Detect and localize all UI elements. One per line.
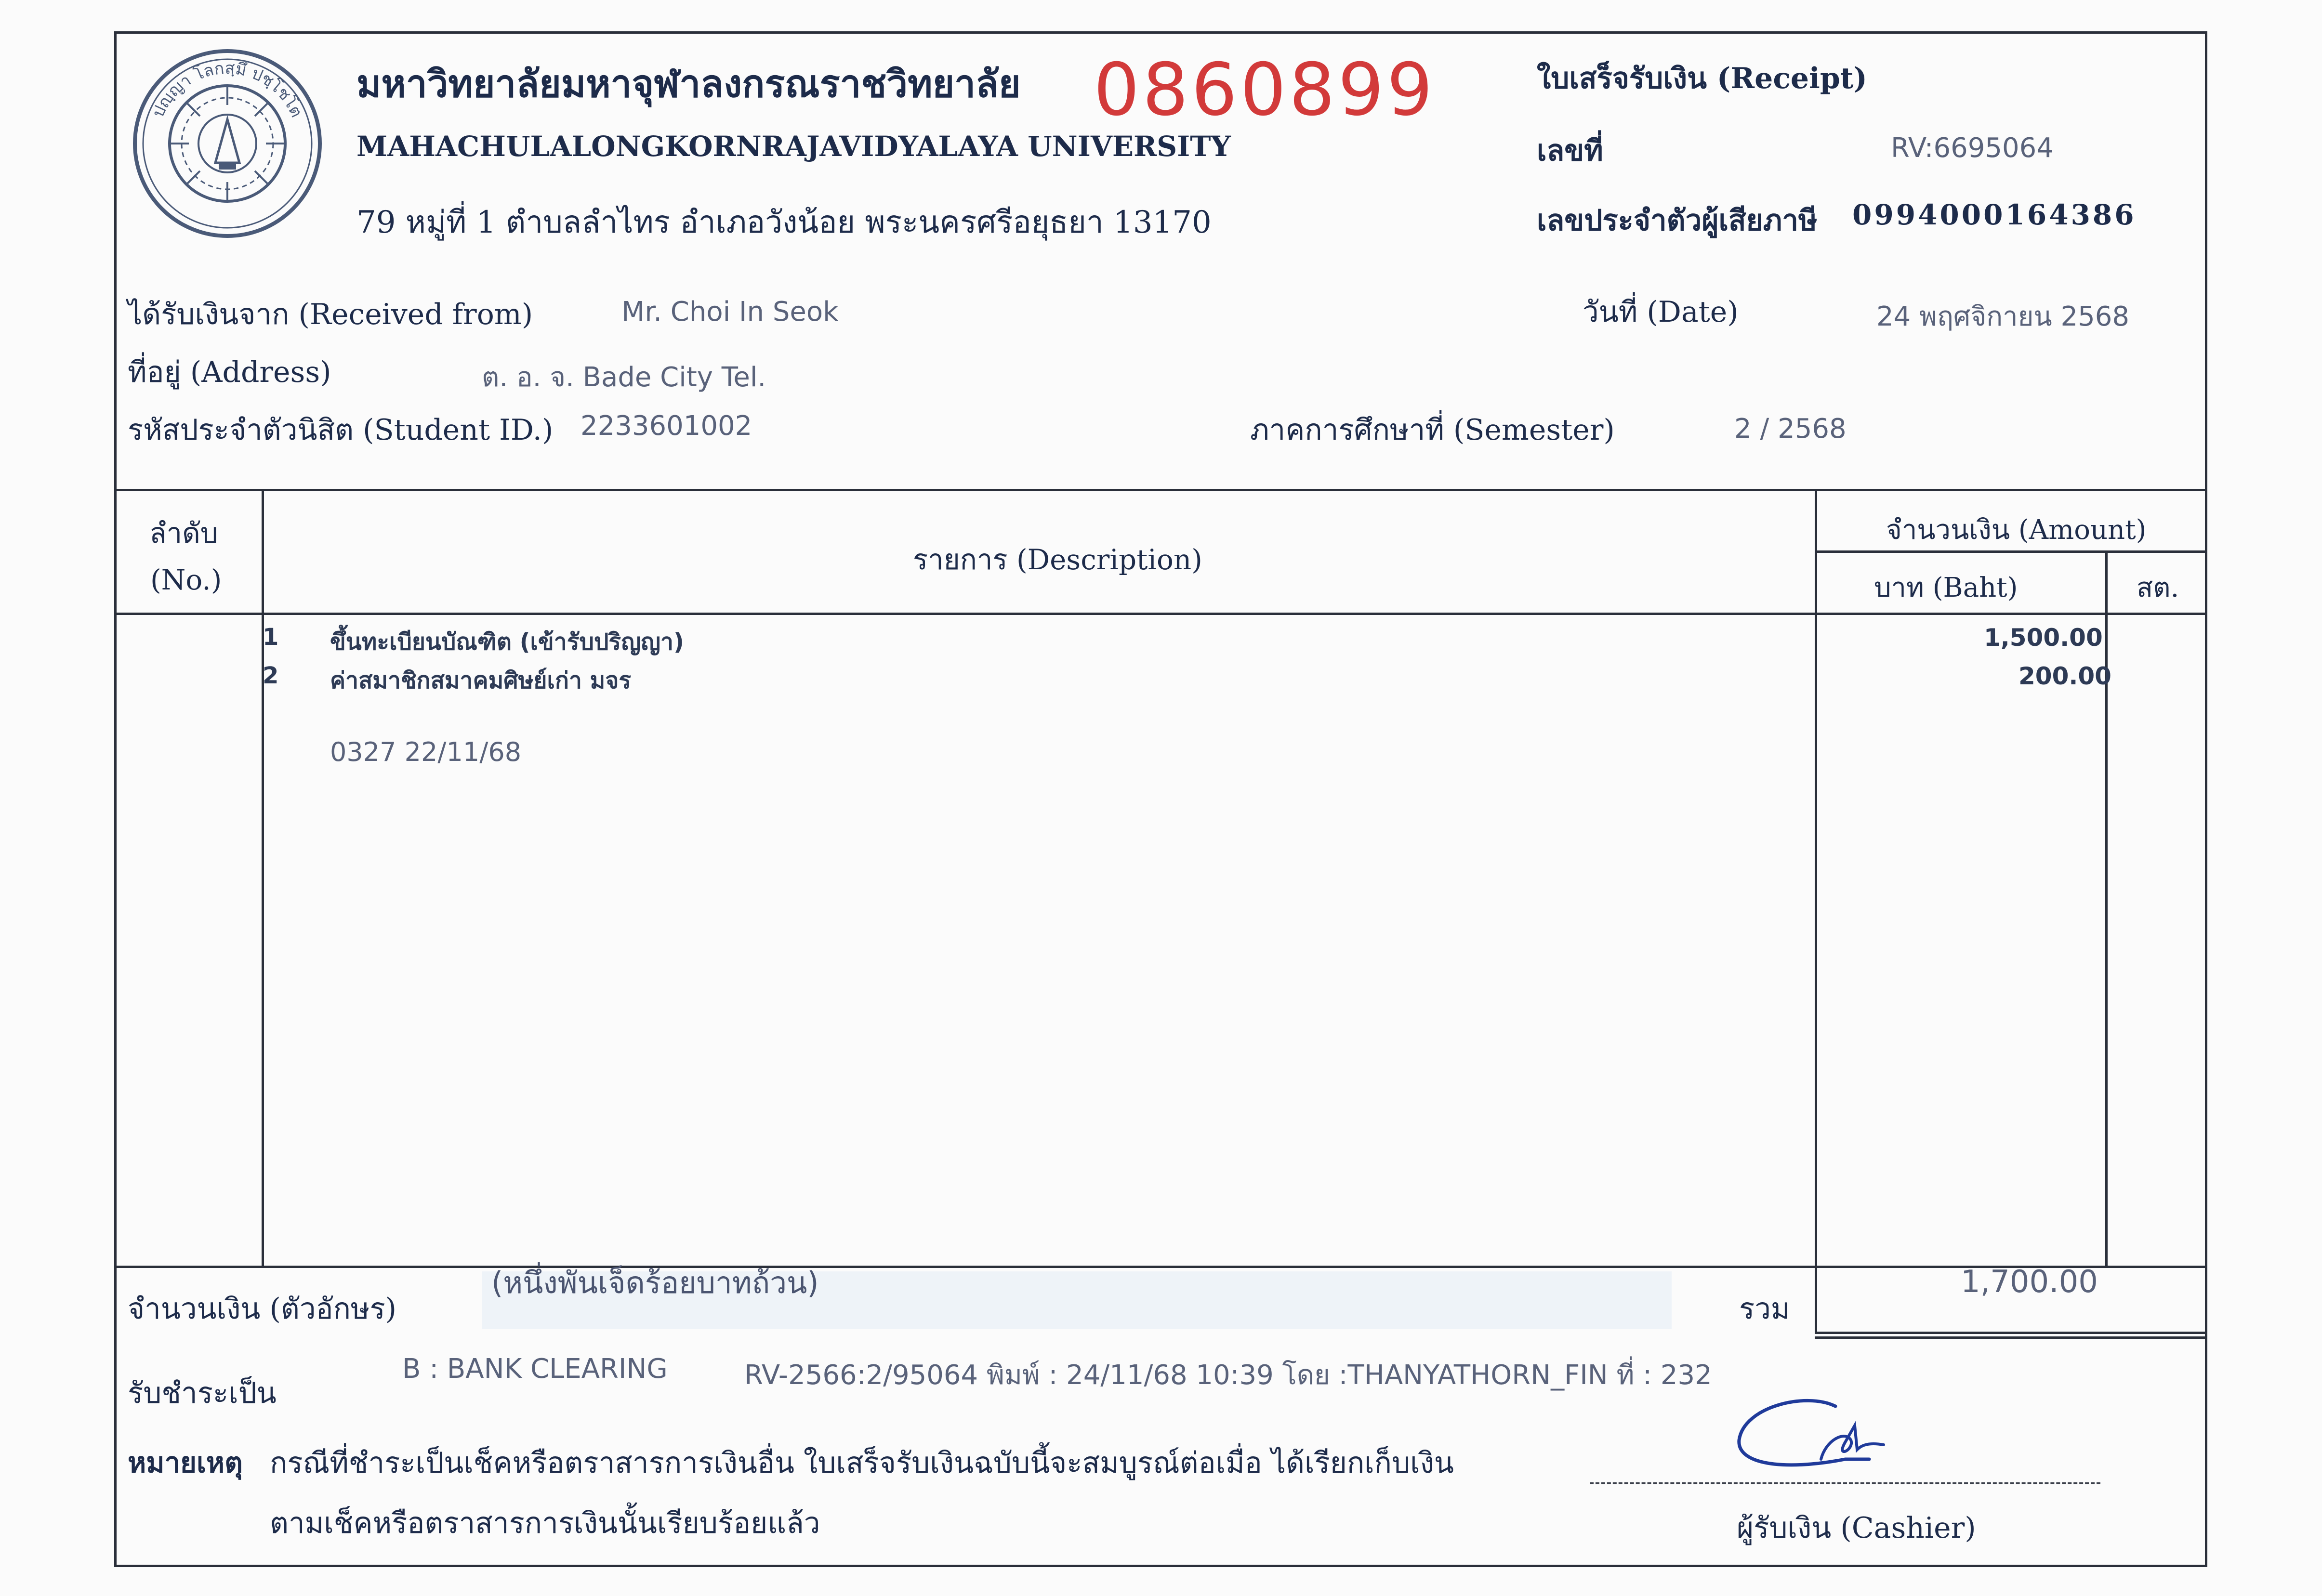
print-info: RV-2566:2/95064 พิมพ์ : 24/11/68 10:39 โดย :THANYATHORN_FIN ที่ : 232 [744, 1360, 1712, 1391]
student-id-label: รหัสประจำตัวนิสิต (Student ID.) [128, 413, 554, 447]
remark-line-2: ตามเช็คหรือตราสารการเงินนั้นเรียบร้อยแล้ว [270, 1506, 820, 1540]
received-from-value: Mr. Choi In Seok [621, 296, 839, 327]
tax-id-value: 0994000164386 [1852, 198, 2137, 231]
satang-column-divider [2105, 550, 2108, 1267]
total-label: รวม [1739, 1292, 1790, 1326]
table-header-bottom-border [114, 613, 2207, 615]
row-2-number: 2 [263, 662, 279, 689]
satang-header: สต. [2137, 572, 2179, 603]
amount-header: จำนวนเงิน (Amount) [1886, 514, 2147, 546]
payment-method-label: รับชำระเป็น [128, 1376, 277, 1410]
date-label: วันที่ (Date) [1583, 295, 1739, 329]
address-value: ต. อ. จ. Bade City Tel. [482, 362, 766, 393]
amount-column-divider [1815, 489, 1817, 1332]
student-id-value: 2233601002 [580, 410, 752, 442]
row-1-amount: 1,500.00 [1984, 624, 2103, 652]
no-header-english: (No.) [150, 563, 222, 596]
total-bottom-border [1815, 1332, 2207, 1334]
description-header: รายการ (Description) [913, 543, 1202, 576]
no-column-divider [262, 489, 264, 1267]
cashier-signature-icon [1725, 1387, 1927, 1483]
university-name-thai: มหาวิทยาลัยมหาจุฬาลงกรณราชวิทยาลัย [356, 62, 1021, 106]
no-header-thai: ลำดับ [149, 517, 218, 549]
payment-note: 0327 22/11/68 [330, 737, 522, 767]
university-address: 79 หมู่ที่ 1 ตำบลลำไทร อำเภอวังน้อย พระนครศรีอยุธยา 13170 [356, 205, 1212, 240]
receipt-title: ใบเสร็จรับเงิน (Receipt) [1537, 62, 1867, 95]
tax-id-label: เลขประจำตัวผู้เสียภาษี [1537, 204, 1818, 237]
row-2-amount: 200.00 [2019, 662, 2111, 690]
amount-in-words-value: (หนึ่งพันเจ็ดร้อยบาทถ้วน) [491, 1265, 819, 1300]
table-top-border [114, 489, 2207, 491]
serial-number: 0860899 [1094, 48, 1436, 132]
payment-method-value: B : BANK CLEARING [402, 1353, 668, 1385]
amount-in-words-label: จำนวนเงิน (ตัวอักษร) [128, 1292, 397, 1326]
row-2-description: ค่าสมาชิกสมาคมศิษย์เก่า มจร [330, 667, 632, 694]
address-label: ที่อยู่ (Address) [128, 355, 331, 389]
baht-header: บาท (Baht) [1874, 572, 2018, 603]
total-value: 1,700.00 [1961, 1264, 2098, 1300]
total-double-underline [1815, 1336, 2207, 1339]
row-1-number: 1 [263, 624, 279, 651]
cashier-label: ผู้รับเงิน (Cashier) [1737, 1511, 1976, 1545]
date-value: 24 พฤศจิกายน 2568 [1876, 301, 2129, 332]
received-from-label: ได้รับเงินจาก (Received from) [128, 298, 533, 331]
remark-label: หมายเหตุ [128, 1446, 243, 1479]
remark-line-1: กรณีที่ชำระเป็นเช็คหรือตราสารการเงินอื่น ใบเสร็จรับเงินฉบับนี้จะสมบูรณ์ต่อเมื่อ ได้เรียกเก็บเงิน [270, 1446, 1454, 1480]
university-seal-icon [131, 47, 324, 240]
receipt-number-value: RV:6695064 [1891, 132, 2054, 164]
university-name-english: MAHACHULALONGKORNRAJAVIDYALAYA UNIVERSITY [356, 130, 1231, 163]
table-body-bottom-border [114, 1266, 2207, 1268]
row-1-description: ขึ้นทะเบียนบัณฑิต (เข้ารับปริญญา) [330, 628, 684, 655]
receipt-number-label: เลขที่ [1537, 134, 1603, 168]
signature-line [1590, 1482, 2100, 1484]
semester-value: 2 / 2568 [1734, 413, 1847, 445]
semester-label: ภาคการศึกษาที่ (Semester) [1250, 413, 1615, 447]
svg-text:ปญฺญา โลกสฺมึ ปชฺโชโต: ปญฺญา โลกสฺมึ ปชฺโชโต [148, 58, 306, 120]
